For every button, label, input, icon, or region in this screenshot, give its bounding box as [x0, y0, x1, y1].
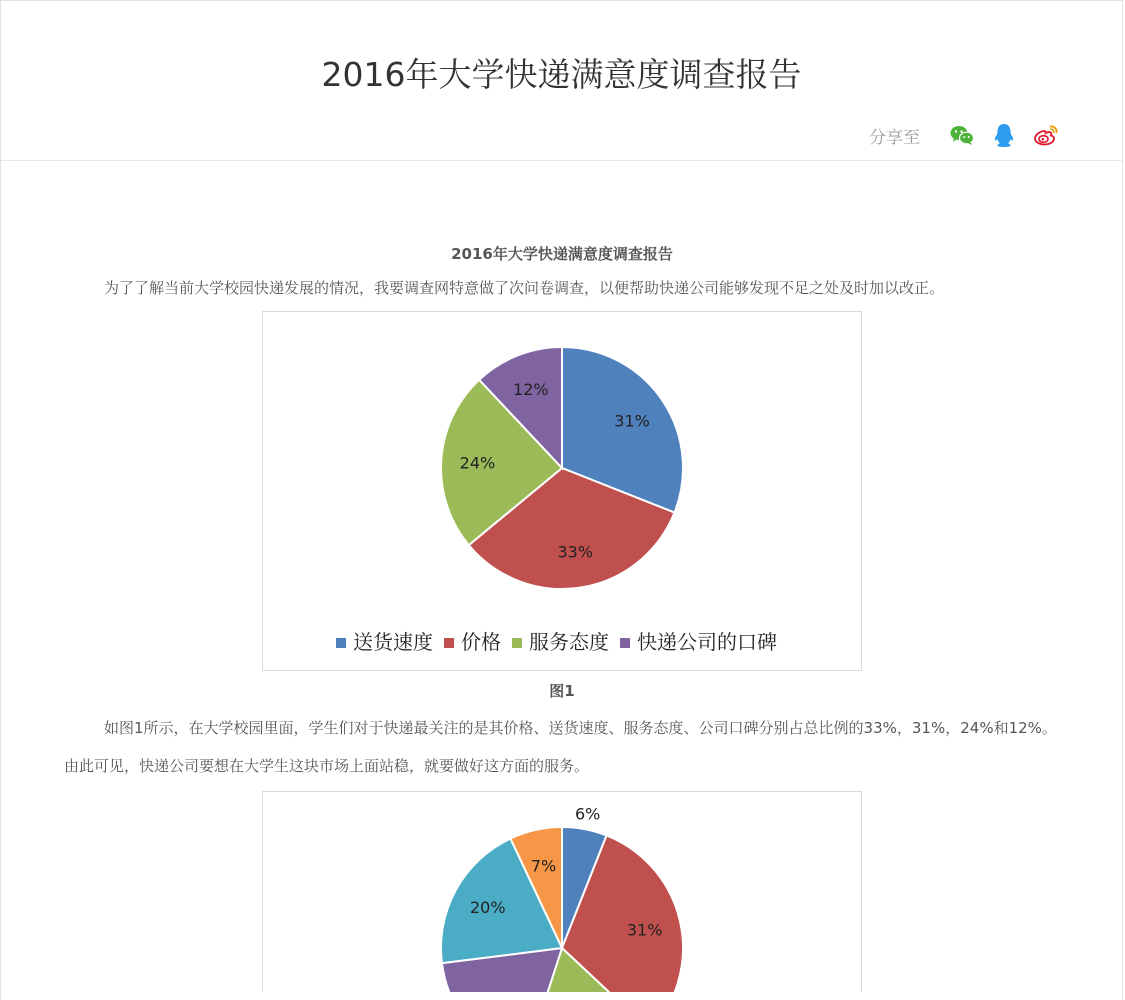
- pie-data-label: 33%: [557, 542, 594, 562]
- page-title: 2016年大学快递满意度调查报告: [321, 55, 802, 94]
- legend-label: 价格: [461, 630, 501, 654]
- legend-label: 快递公司的口碑: [637, 630, 777, 654]
- pie-chart-1: [263, 312, 861, 670]
- legend-label: 送货速度: [353, 630, 433, 654]
- legend-swatch: [336, 638, 346, 648]
- pie-data-label: 20%: [469, 898, 506, 918]
- pie-data-label: 12%: [513, 380, 549, 400]
- article-title: 2016年大学快递满意度调查报告: [451, 245, 673, 263]
- pie-data-label: 7%: [530, 856, 557, 876]
- share-label: 分享至: [869, 127, 920, 148]
- share-bar: [869, 121, 1060, 149]
- legend-swatch: [444, 638, 454, 648]
- qq-icon[interactable]: [990, 121, 1018, 149]
- pie-data-label: 31%: [614, 411, 650, 431]
- figure-1-chart: [262, 311, 862, 671]
- legend-label: 服务态度: [529, 630, 609, 654]
- pie-chart-2: [263, 792, 861, 992]
- pie-data-label: 24%: [459, 453, 496, 473]
- analysis-paragraph: 如图1所示，在大学校园里面，学生们对于快递最关注的是其价格、送货速度、服务态度、公司口碑分别占总比例的33%，31%，24%和12%。由此可见，快递公司要想在大学生这块市场上面站稳，就要做好这方面的服务。: [64, 719, 1057, 775]
- intro-paragraph: 为了了解当前大学校园快递发展的情况，我要调查网特意做了次问卷调查，以便帮助快递公司能够发现不足之处及时加以改正。: [104, 279, 945, 297]
- wechat-icon[interactable]: [948, 121, 976, 149]
- pie-data-label: 31%: [626, 920, 663, 940]
- figure-2-chart: [262, 791, 862, 992]
- pie-data-label: 6%: [574, 804, 601, 824]
- article-body: [64, 239, 1060, 992]
- page-header: [1, 1, 1122, 161]
- figure-1-caption: 图1: [549, 682, 575, 700]
- weibo-icon[interactable]: [1032, 121, 1060, 149]
- legend-swatch: [512, 638, 522, 648]
- legend-swatch: [620, 638, 630, 648]
